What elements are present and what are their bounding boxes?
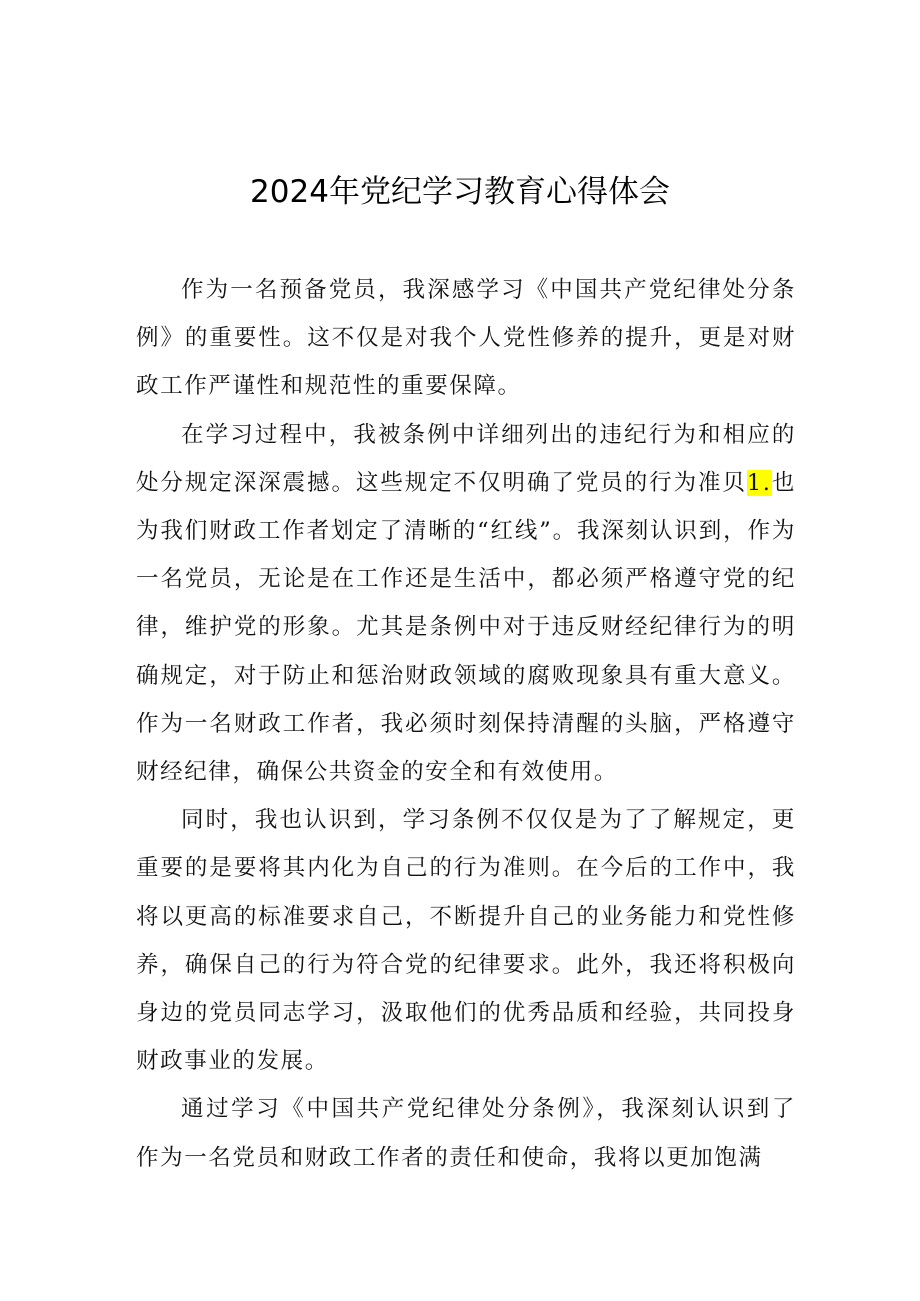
highlighted-text: 1. (746, 469, 772, 496)
paragraph-4: 通过学习《中国共产党纪律处分条例》，我深刻认识到了作为一名党员和财政工作者的责任和使命，我将以更加饱满 (136, 1096, 796, 1171)
paragraph-2-text-after: 也为我们财政工作者划定了清晰的“红线”。我深刻认识到，作为一名党员，无论是在工作还是生活中，都必须严格遵守党的纪律，维护党的形象。尤其是条例中对于违反财经纪律行为的明确规定，对于防止和惩治财政领域的腐败现象具有重大意义。作为一名财政工作者，我必须时刻保持清醒的头脑，严格遵守财经纪律，确保公共资金的安全和有效使用。 (136, 469, 796, 786)
paragraph-3: 同时，我也认识到，学习条例不仅仅是为了了解规定，更重要的是要将其内化为自己的行为准则。在今后的工作中，我将以更高的标准要求自己，不断提升自己的业务能力和党性修养，确保自己的行为符合党的纪律要求。此外，我还将积极向身边的党员同志学习，汲取他们的优秀品质和经验，共同投身财政事业的发展。 (136, 807, 796, 1075)
document-body (136, 266, 796, 1182)
document-title: 2024年党纪学习教育心得体会 (250, 174, 670, 210)
paragraph-2-text-before: 在学习过程中，我被条例中详细列出的违纪行为和相应的处分规定深深震撼。这些规定不仅明确了党员的行为准贝 (136, 421, 796, 496)
paragraph-1: 作为一名预备党员，我深感学习《中国共产党纪律处分条例》的重要性。这不仅是对我个人党性修养的提升，更是对财政工作严谨性和规范性的重要保障。 (136, 277, 796, 400)
paragraph-2 (136, 411, 796, 797)
